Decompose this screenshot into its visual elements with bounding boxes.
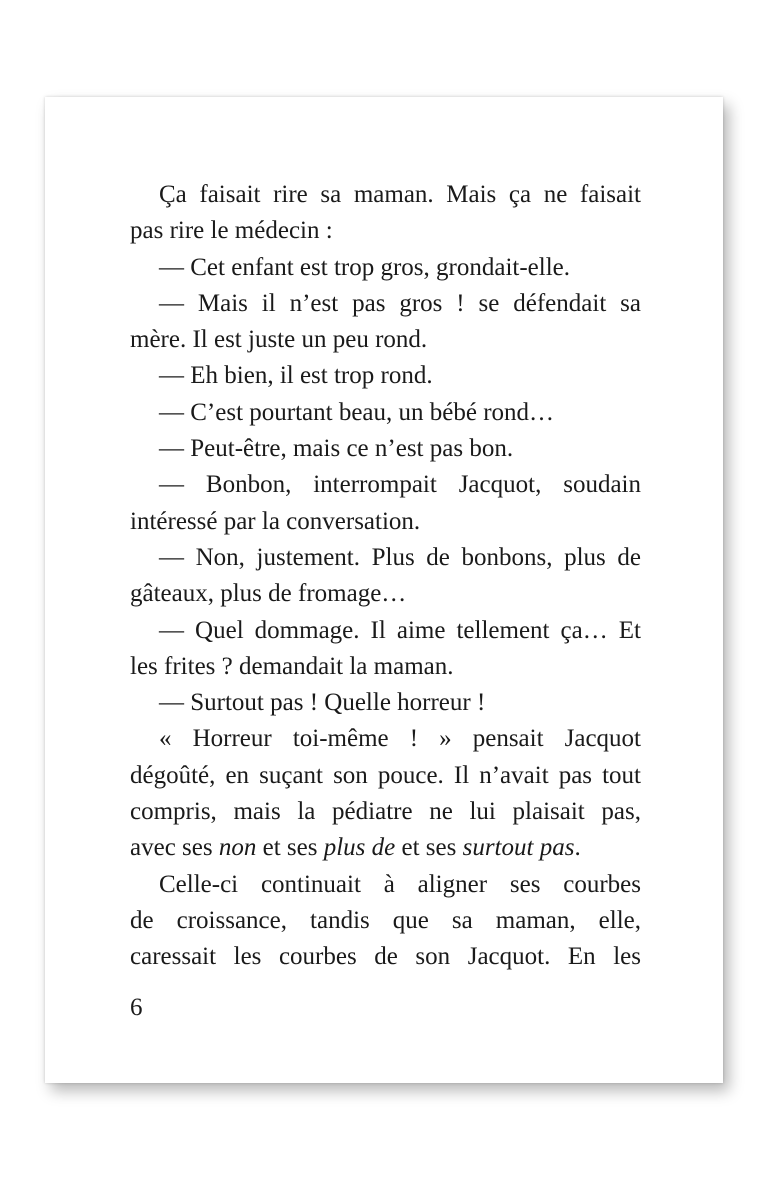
text-line: mère. Il est juste un peu rond. [130, 326, 428, 354]
italic-text-segment: plus de [323, 834, 396, 862]
text-line: pas rire le médecin : [130, 217, 333, 245]
text-line: — Mais il n’est pas gros ! se défendait sa [159, 289, 641, 317]
italic-text-segment: non [218, 834, 257, 862]
text-line: les frites ? demandait la maman. [130, 652, 454, 680]
text-line: caressait les courbes de son Jacquot. En les [130, 943, 641, 971]
text-line: — Bonbon, interrompait Jacquot, soudain [159, 471, 641, 499]
text-line: de croissance, tandis que sa maman, elle, [130, 906, 641, 934]
text-line: gâteaux, plus de fromage… [130, 580, 407, 608]
text-line: — Quel dommage. Il aime tellement ça… Et [159, 616, 641, 644]
text-line: — Cet enfant est trop gros, grondait-elle. [159, 253, 570, 281]
text-line: — Eh bien, il est trop rond. [159, 362, 433, 390]
text-segment: . [574, 834, 581, 862]
page-text [130, 177, 641, 976]
text-line: Ça faisait rire sa maman. Mais ça ne faisait [159, 181, 641, 208]
text-line: — Non, justement. Plus de bonbons, plus de [159, 543, 641, 571]
text-line: dégoûté, en suçant son pouce. Il n’avait pas tout [130, 761, 641, 789]
text-segment: avec ses [130, 834, 219, 862]
text-line: « Horreur toi-même ! » pensait Jacquot [159, 725, 641, 753]
text-segment: et ses [395, 834, 463, 862]
text-line: — Surtout pas ! Quelle horreur ! [159, 689, 486, 717]
text-line: — C’est pourtant beau, un bébé rond… [159, 398, 555, 426]
italic-text-segment: surtout pas [462, 834, 575, 862]
text-line: intéressé par la conversation. [130, 507, 421, 535]
text-line: compris, mais la pédiatre ne lui plaisait pas, [130, 798, 641, 826]
text-line: Celle-ci continuait à aligner ses courbes [159, 870, 641, 898]
page-number: 6 [130, 994, 143, 1021]
text-line [130, 830, 641, 866]
text-segment: et ses [256, 834, 324, 862]
book-page [45, 97, 723, 1083]
text-line: — Peut-être, mais ce n’est pas bon. [159, 435, 514, 463]
